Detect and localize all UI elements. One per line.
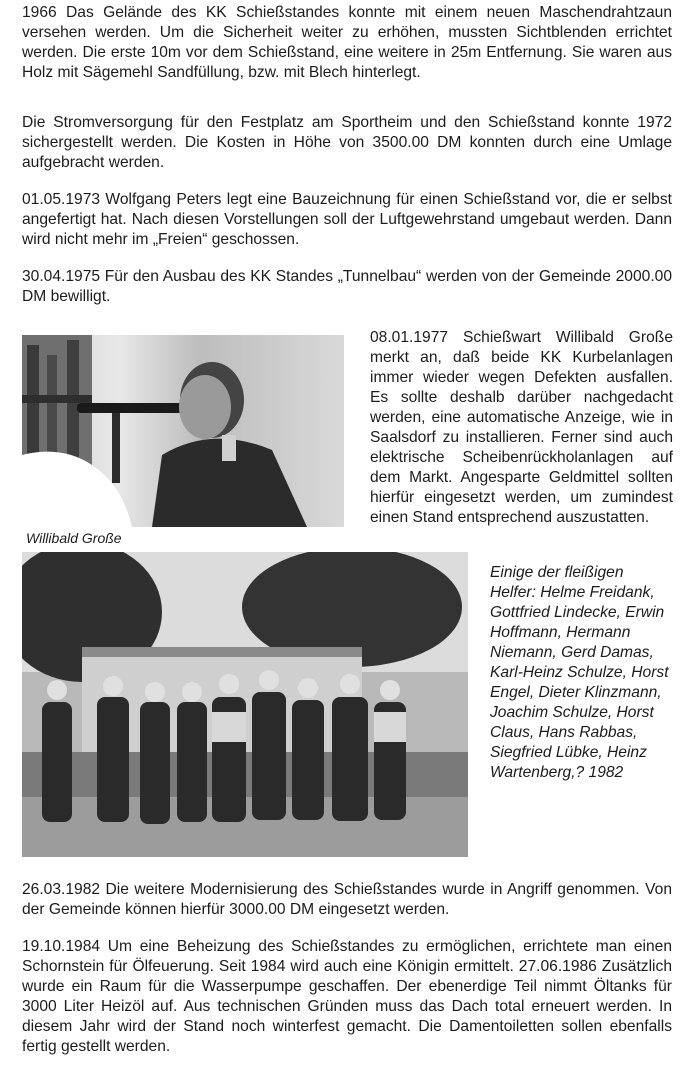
photo-portrait-illustration (22, 335, 344, 527)
paragraph-1984-1986: 19.10.1984 Um eine Beheizung des Schießstandes zu ermöglichen, errichtete man einen Schornstein für Ölfeuerung. Seit 1984 wird auch eine Königin ermittelt. 27.06.1986 Zusätzlich wurde ein Raum für die Wasserpumpe geschaffen. Der ebenerdige Teil nimmt Öltanks für 3000 Liter Heizöl auf. Aus technischen Gründen muss das Dach total erneuert werden. In diesem Jahr wird der Stand noch winterfest gemacht. Die Damentoiletten sollen ebenfalls fertig gestellt werden. (22, 938, 672, 1055)
paragraph-1972: Die Stromversorgung für den Festplatz am Sportheim und den Schießstand konnte 1972 sichergestellt werden. Die Kosten in Höhe von 3500.00 DM konnten durch eine Umlage aufgebracht werden. (22, 114, 672, 171)
paragraph-1975: 30.04.1975 Für den Ausbau des KK Standes „Tunnelbau“ werden von der Gemeinde 2000.00 DM bewilligt. (22, 268, 672, 305)
helpers-caption: Einige der fleißigen Helfer: Helme Freidank, Gottfried Lindecke, Erwin Hoffmann, Hermann Niemann, Gerd Damas, Karl-Heinz Schulze, Horst Engel, Dieter Klinzmann, Joachim Schulze, Horst Claus, Hans Rabbas, Siegfried Lübke, Heinz Wartenberg,? 1982 (490, 564, 669, 781)
photo-willibald-grosse (22, 335, 344, 527)
paragraph-1966: 1966 Das Gelände des KK Schießstandes konnte mit einem neuen Maschendrahtzaun versehen werden. Um die Sicherheit weiter zu erhöhen, mussten Sichtblenden errichtet werden. Die erste 10m vor dem Schießstand, eine weitere in 25m Entfernung. Sie waren aus Holz mit Sägemehl Sandfüllung, bzw. mit Blech hinterlegt. (22, 4, 672, 81)
paragraph-1973: 01.05.1973 Wolfgang Peters legt eine Bauzeichnung für einen Schießstand vor, die er selbst angefertigt hat. Nach diesen Vorstellungen soll der Luftgewehrstand umgebaut werden. Dann wird nicht mehr im „Freien“ geschossen. (22, 191, 672, 248)
paragraph-1977: 08.01.1977 Schießwart Willibald Große merkt an, daß beide KK Kurbelanlagen immer wieder wegen Defekten ausfallen. Es sollte deshalb darüber nachgedacht werden, eine automatische Anzeige, wie in Saalsdorf zu installieren. Ferner sind auch elektrische Scheibenrückholanlagen auf dem Markt. Angesparte Geldmittel sollten hierfür eingesetzt werden, um zumindest einen Stand entsprechend auszustatten. (370, 329, 673, 526)
photo-group-illustration (22, 552, 468, 857)
photo-group-helpers (22, 552, 468, 857)
paragraph-1982: 26.03.1982 Die weitere Modernisierung des Schießstandes wurde in Angriff genommen. Von der Gemeinde können hierfür 3000.00 DM eingesetzt werden. (22, 881, 672, 918)
photo-caption: Willibald Große (26, 530, 122, 546)
